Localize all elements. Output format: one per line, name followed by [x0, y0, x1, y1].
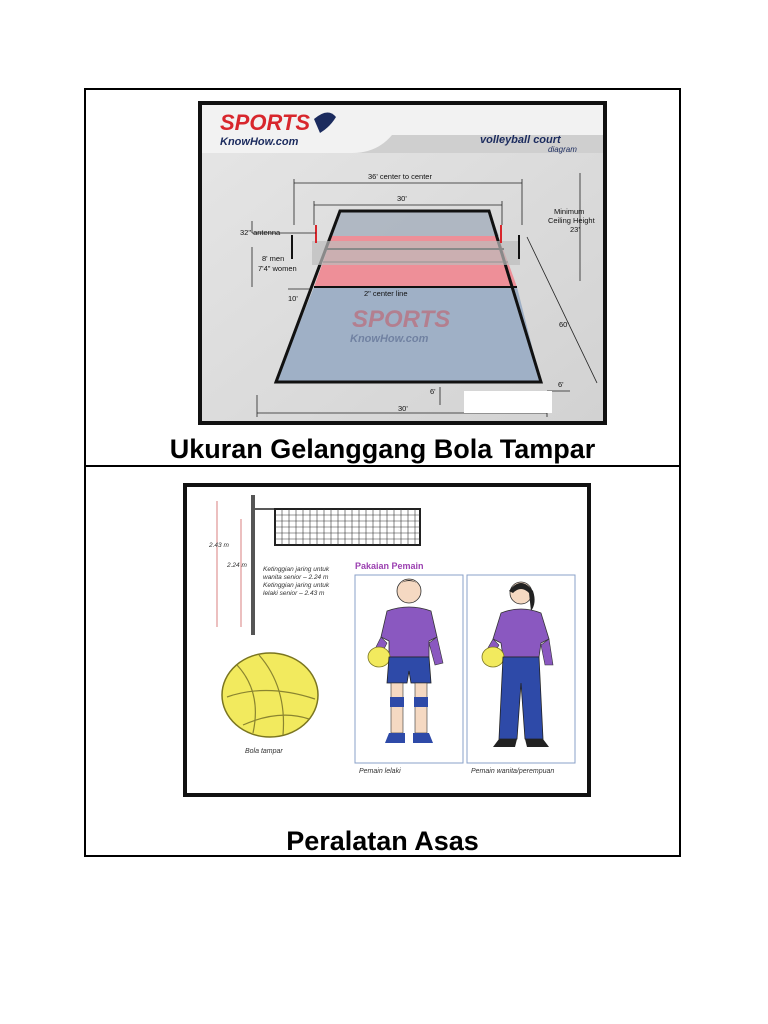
diagram-subtitle: diagram: [548, 145, 577, 154]
net-note-2: wanita senior – 2.24 m: [263, 574, 329, 581]
ball-label: Bola tampar: [245, 748, 283, 755]
svg-text:KnowHow.com: KnowHow.com: [220, 136, 299, 148]
label-ceiling-3: 23': [570, 225, 580, 234]
label-height-243: 2.43 m: [209, 542, 229, 549]
label-antenna: 32" antenna: [240, 228, 281, 237]
svg-text:SPORTS: SPORTS: [220, 110, 311, 135]
label-ceiling-2: Ceiling Height: [548, 216, 595, 225]
label-net-women: 7'4" women: [258, 264, 297, 273]
label-height-224: 2.24 m: [227, 562, 247, 569]
label-ceiling-1: Minimum: [554, 207, 585, 216]
label-net-men: 8' men: [262, 254, 285, 263]
label-30-bottom: 30': [398, 404, 408, 413]
net-note-1: Ketinggian jaring untuk: [263, 566, 330, 573]
net-note-3: Ketinggian jaring untuk: [263, 582, 330, 589]
male-player-label: Pemain lelaki: [359, 768, 401, 775]
volleyball-icon: [222, 653, 318, 737]
player-attire-heading: Pakaian Pemain: [355, 561, 424, 571]
female-player-label: Pemain wanita/perempuan: [471, 768, 555, 775]
volleyball-court-diagram: [198, 101, 607, 425]
label-10: 10': [288, 294, 298, 303]
svg-text:SPORTS: SPORTS: [352, 306, 451, 333]
label-36-center: 36' center to center: [368, 172, 432, 181]
basic-equipment-figure: [183, 483, 591, 797]
label-60: 60': [559, 320, 569, 329]
diagram-title: volleyball court: [480, 134, 561, 146]
label-6-left: 6': [430, 387, 436, 396]
label-center-line: 2" center line: [364, 289, 408, 298]
equipment-caption: Peralatan Asas: [286, 826, 479, 856]
label-30-top: 30': [397, 194, 407, 203]
court-drawing: [276, 211, 541, 382]
svg-text:KnowHow.com: KnowHow.com: [350, 333, 429, 345]
court-caption: Ukuran Gelanggang Bola Tampar: [169, 434, 596, 464]
section-divider: [84, 465, 681, 467]
label-6-right: 6': [558, 380, 564, 389]
net-note-4: lelaki senior – 2.43 m: [263, 590, 325, 597]
